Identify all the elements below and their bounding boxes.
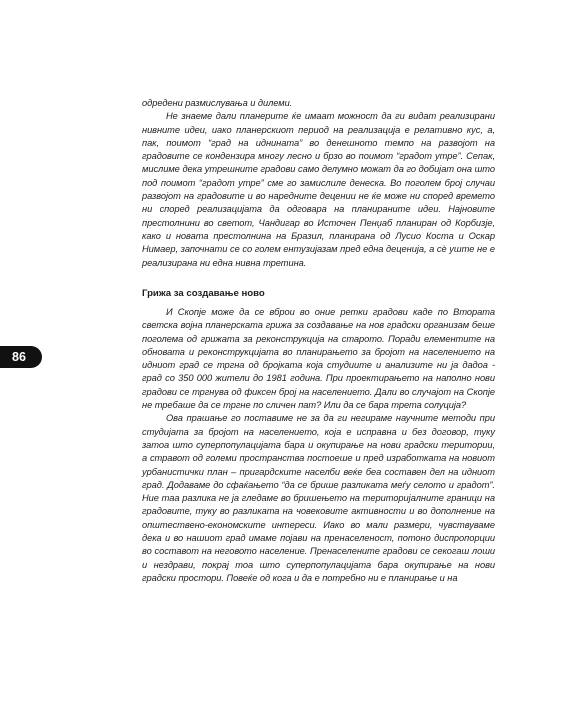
text-block-section [142, 306, 495, 585]
section-heading: Грижа за создавање ново [142, 288, 265, 299]
paragraph: одредени размислувања и дилеми. [142, 98, 293, 108]
paragraph: И Скопје може да се вброи во оние ретки градови каде по Втората светска војна планерската грижа за создавање на нов градски организам беше поголема од грижата за реконструкција на старото. Поради елементите на обновата и реконструкцијата во планирањето за бројот на населението на идниот град се тргна од бројката која студиите и анализите ни ја дадоа - град со 350 000 жители до 1981 година. При проектирањето на наполно нови градови се тргнува од фиксен број на населението. Дали во случајот на Скопје не требаше да се тргне по сличен пат? Или да се бара трета солуција? [142, 307, 495, 411]
page-number-tab [0, 346, 42, 368]
text-block-intro [142, 97, 495, 270]
page-number: 86 [12, 350, 26, 364]
paragraph: Не знаеме дали планерите ќе имаат можност да ги видат реализирани нивните идеи, иако планерскиот период на реализација е релативно кус, а, пак, поимот “град на иднината” во денешното темпо на развојот на градовите се кондензира многу лесно и брзо во поимот “градот утре”. Сепак, мислиме дека утрешните градови само делумно можат да го добијат она што под поимот “градот утре” сме го замислиле денеска. Во поголем број случаи развојот на градовите и во наредните децении не ќе може ни според времето ни според реализацијата да одговара на планираните идеи. Најновите престолнини во светот, Чандигар во Источен Пенџаб планиран од Корбизје, како и новата престолнина на Бразил, планирана од Лусио Коста и Оскар Нимаер, започнати се со голем ентузијазам пред една деценија, а сè уште не е реализирана ни една нивна третина. [142, 111, 495, 268]
paragraph: Ова прашање го поставиме не за да ги негираме научните методи при студијата за бројот на населението, која е исправна и без договор, туку затоа што суперпопулацијата бара и окупирање на нови градски територии, а стравот од големи пространства постоеше и пред изработката на новиот урбанистички план – пригардските населби веќе беа составен дел на идниот град. Додаваме до сфаќањето “да се брише разликата меѓу селото и градот”. Ние таа разлика не ја гледаме во бришењето на територијалните граници на градовите, туку во разликата на човековите активности и во дополнение на општествено-економските интереси. Иако во мали размери, чувствуваме дека и во нашиот град имаме појави на пренаселеност, потоно диспропорции во составот на неговото население. Пренаселените градови се секогаш лоши и нездрави, покрај тоа што суперпопулацијата бара окупирање на нови градски простори. Повеќе од кога и да е потребно ни е планирање и на [142, 413, 495, 583]
section-heading-block [142, 287, 495, 300]
